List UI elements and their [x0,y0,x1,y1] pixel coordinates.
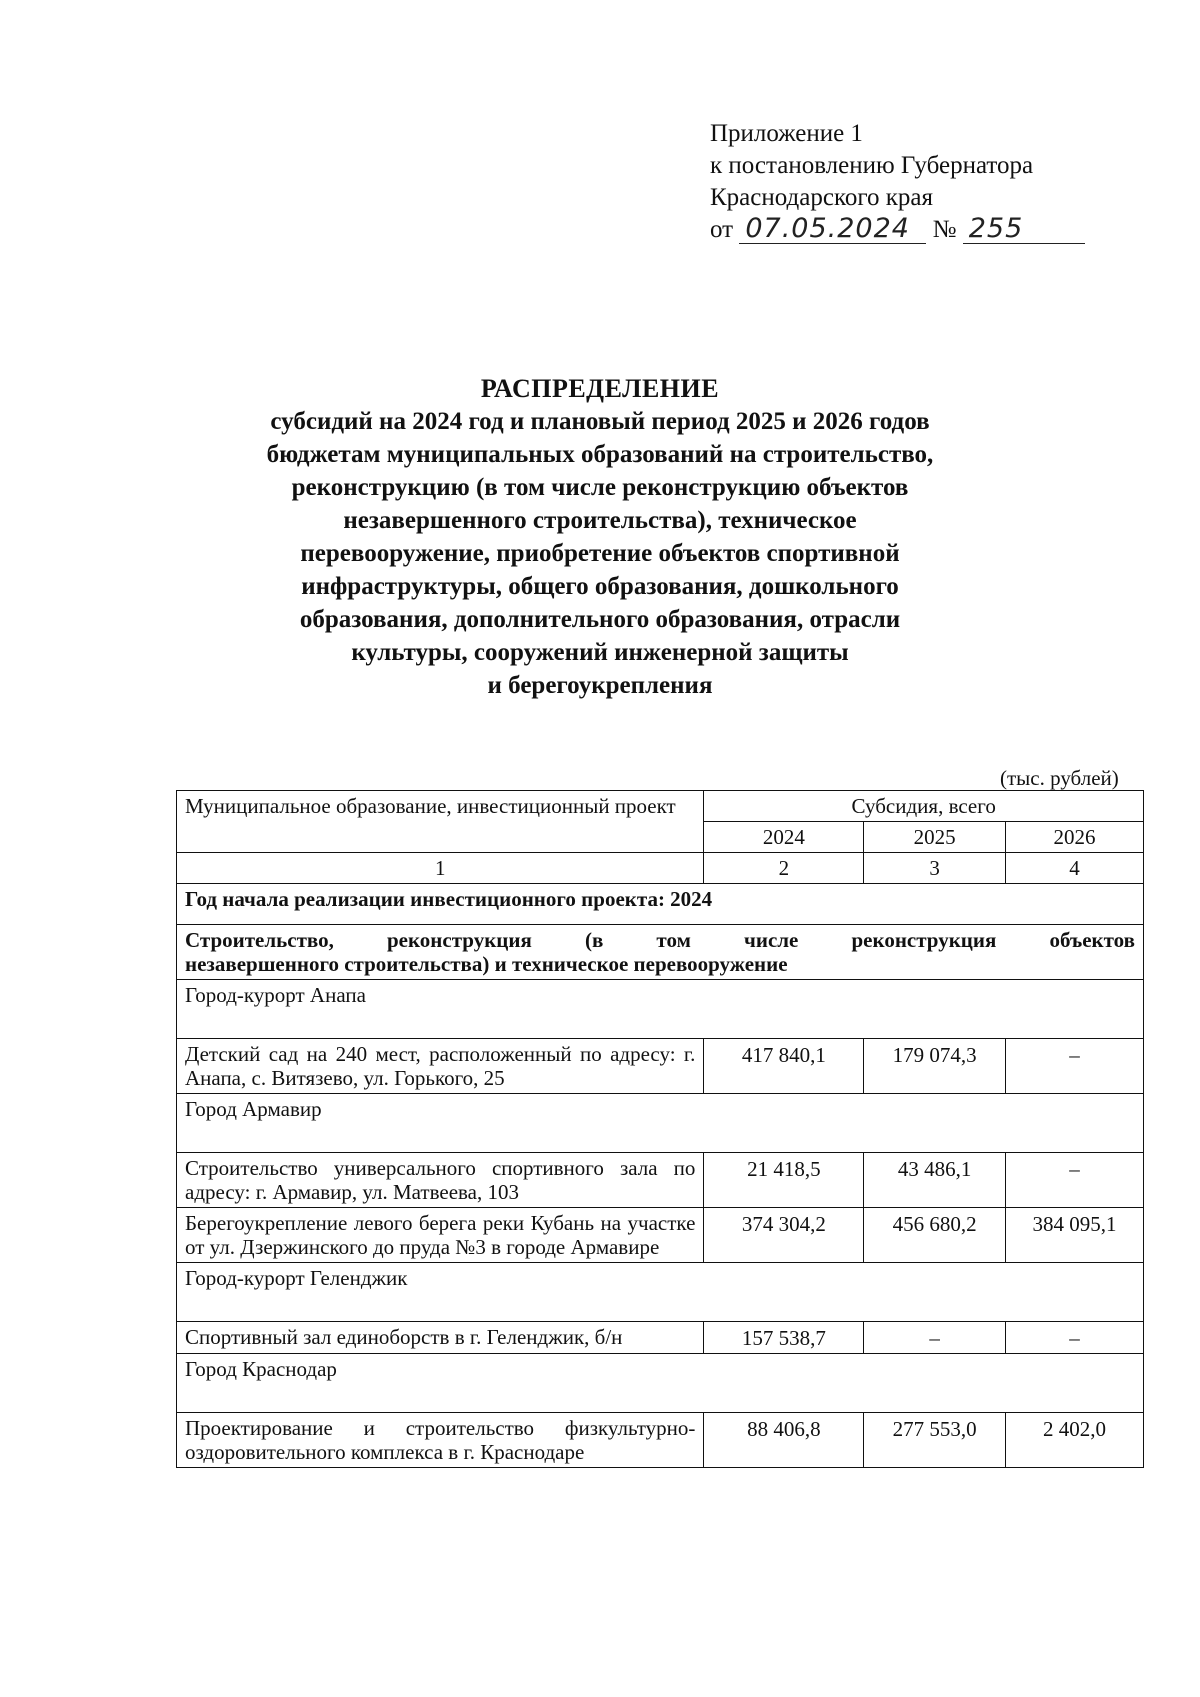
municipality-name: Город-курорт Геленджик [177,1263,1144,1322]
category-cell [177,925,1144,980]
column-number-1: 1 [177,853,704,884]
project-row [177,1322,1144,1354]
appendix-block [710,118,1085,246]
units-label: (тыс. рублей) [1000,766,1119,790]
project-name: Детский сад на 240 мест, расположенный по адресу: г. Анапа, с. Витязево, ул. Горького, 25 [177,1039,704,1094]
subsidy-value-2026: – [1006,1322,1144,1354]
column-numbers-row [177,853,1144,884]
number-label: № [932,216,957,243]
header-year-2026: 2026 [1006,822,1144,853]
subsidy-value-2026: 384 095,1 [1006,1208,1144,1263]
handwritten-date: 07.05.2024 [739,215,926,244]
category-line-2: незавершенного строительства) и техническое перевооружение [185,952,788,976]
title-heading: РАСПРЕДЕЛЕНИЕ [480,374,720,403]
appendix-decree: к постановлению Губернатора [710,152,1034,179]
subsidy-value-2026: – [1006,1153,1144,1208]
project-row [177,1039,1144,1094]
category-line-1: Строительство, реконструкция (в том числе реконструкция объектов [185,928,1135,952]
project-name: Берегоукрепление левого берега реки Кубань на участке от ул. Дзержинского до пруда №3 в городе Армавире [177,1208,704,1263]
subsidy-value-2024: 21 418,5 [704,1153,864,1208]
project-name: Проектирование и строительство физкультурно-оздоровительного комплекса в г. Краснодаре [177,1413,704,1468]
handwritten-number: 255 [963,215,1085,244]
project-row [177,1153,1144,1208]
document-title [170,372,1030,702]
column-number-3: 3 [864,853,1006,884]
municipality-row [177,980,1144,1039]
appendix-region: Краснодарского края [710,184,933,211]
municipality-name: Город Краснодар [177,1354,1144,1413]
subsidy-value-2025: 43 486,1 [864,1153,1006,1208]
appendix-date-line [710,214,1085,246]
subsidy-value-2025: 179 074,3 [864,1039,1006,1094]
subsidy-value-2024: 417 840,1 [704,1039,864,1094]
municipality-name: Город Армавир [177,1094,1144,1153]
subsidy-value-2024: 374 304,2 [704,1208,864,1263]
header-row [177,791,1144,822]
header-year-2024: 2024 [704,822,864,853]
header-year-2025: 2025 [864,822,1006,853]
subsidy-value-2025: 277 553,0 [864,1413,1006,1468]
subsidy-value-2026: 2 402,0 [1006,1413,1144,1468]
subsidy-value-2025: 456 680,2 [864,1208,1006,1263]
column-number-4: 4 [1006,853,1144,884]
municipality-row [177,1354,1144,1413]
start-year-row [177,884,1144,925]
municipality-name: Город-курорт Анапа [177,980,1144,1039]
project-row [177,1413,1144,1468]
header-col1: Муниципальное образование, инвестиционный проект [177,791,704,853]
start-year-cell: Год начала реализации инвестиционного проекта: 2024 [177,884,1144,925]
subsidy-value-2024: 157 538,7 [704,1322,864,1354]
appendix-title: Приложение 1 [710,120,863,147]
project-name: Строительство универсального спортивного зала по адресу: г. Армавир, ул. Матвеева, 103 [177,1153,704,1208]
project-name: Спортивный зал единоборств в г. Геленджик, б/н [177,1322,704,1354]
category-row [177,925,1144,980]
municipality-row [177,1094,1144,1153]
header-subsidy-total: Субсидия, всего [704,791,1144,822]
subsidy-value-2026: – [1006,1039,1144,1094]
title-subtitle: субсидий на 2024 год и плановый период 2025 и 2026 годов бюджетам муниципальных образований на строительство, реконструкцию (в том числе реконструкцию объектов незавершенного строительства), техническое перевооружение, приобретение объектов спортивной инфраструктуры, общего образования, дошкольного образования, дополнительного образования, отрасли культуры, сооружений инженерной защиты и берегоукрепления [266,408,934,699]
subsidy-value-2024: 88 406,8 [704,1413,864,1468]
municipality-row [177,1263,1144,1322]
column-number-2: 2 [704,853,864,884]
project-row [177,1208,1144,1263]
subsidy-value-2025: – [864,1322,1006,1354]
subsidy-table [176,790,1144,1468]
from-label: от [710,216,734,243]
